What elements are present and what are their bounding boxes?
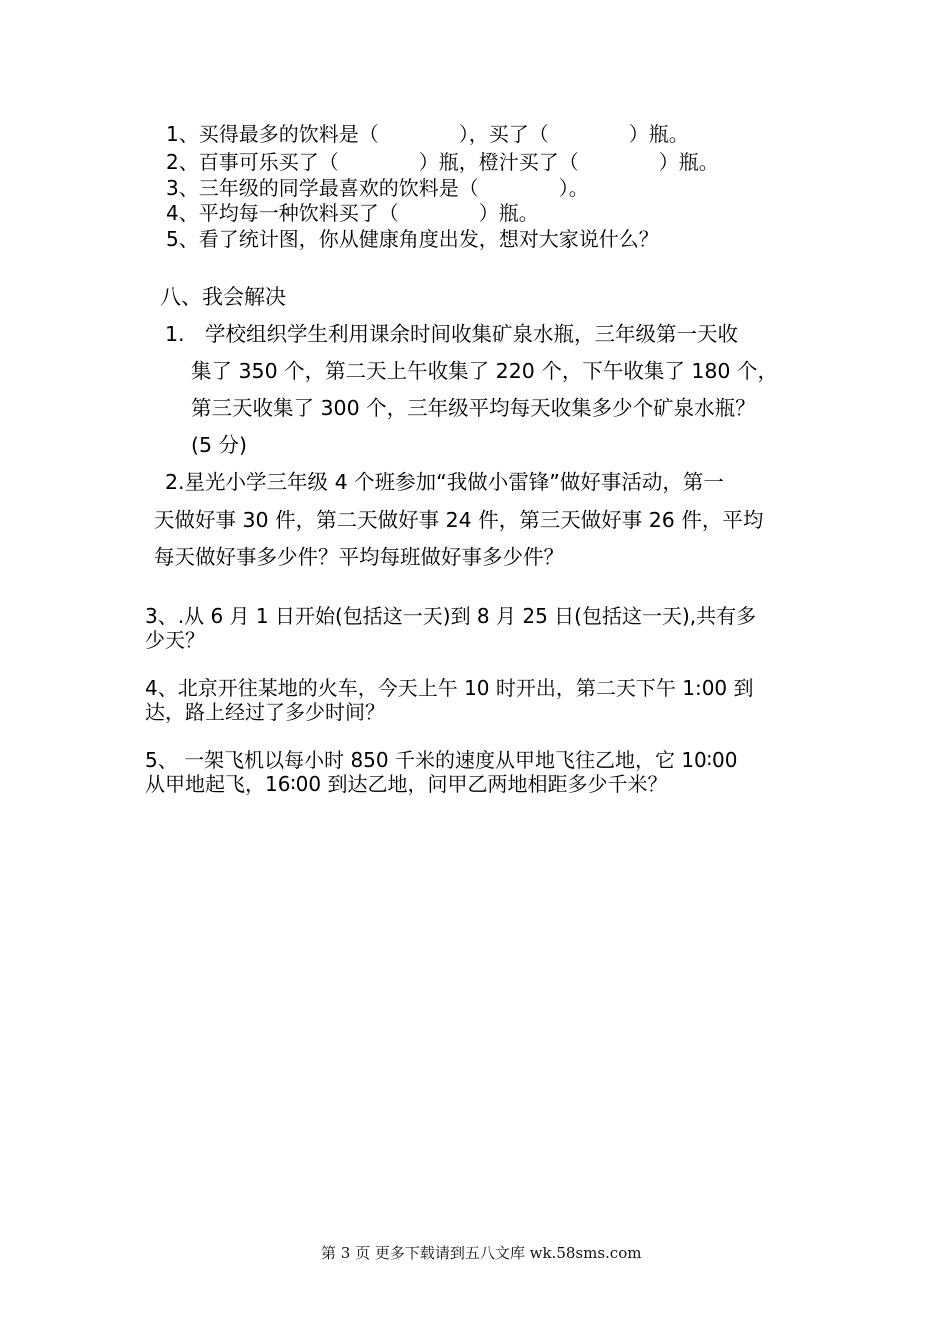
problem-1-line: 集了 350 个，第二天上午收集了 220 个，下午收集了 180 个， [191, 359, 778, 383]
survey-question-2: 2、百事可乐买了（ ）瓶，橙汁买了（ ）瓶。 [166, 150, 719, 174]
problem-5-line: 从甲地起飞，16∶00 到达乙地，问甲乙两地相距多少千米？ [145, 772, 668, 796]
problem-1-line: 第三天收集了 300 个，三年级平均每天收集多少个矿泉水瓶？ [191, 396, 756, 420]
section-title: 八、我会解决 [160, 285, 286, 309]
problem-3-line: 3、.从 6 月 1 日开始(包括这一天)到 8 月 25 日(包括这一天),共有多 [145, 604, 757, 628]
problem-2-line: 天做好事 30 件，第二天做好事 24 件，第三天做好事 26 件，平均 [154, 508, 764, 532]
problem-2-line: 每天做好事多少件？平均每班做好事多少件？ [154, 545, 564, 569]
problem-1-line: (5 分) [191, 433, 248, 457]
problem-4-line: 达，路上经过了多少时间？ [145, 700, 385, 724]
problem-5-line: 5、 一架飞机以每小时 850 千米的速度从甲地飞往乙地，它 10∶00 [145, 748, 738, 772]
page-footer: 第 3 页 更多下载请到五八文库 wk.58sms.com [321, 1244, 642, 1262]
problem-1-line: 1. 学校组织学生利用课余时间收集矿泉水瓶，三年级第一天收 [165, 322, 739, 346]
survey-question-4: 4、平均每一种饮料买了（ ）瓶。 [166, 201, 539, 225]
survey-question-1: 1、买得最多的饮料是（ ），买了（ ）瓶。 [166, 122, 689, 146]
survey-question-3: 3、三年级的同学最喜欢的饮料是（ ）。 [166, 176, 589, 200]
problem-3-line: 少天？ [145, 628, 205, 652]
problem-4-line: 4、北京开往某地的火车，今天上午 10 时开出，第二天下午 1:00 到 [145, 676, 754, 700]
survey-question-5: 5、看了统计图，你从健康角度出发，想对大家说什么？ [166, 227, 659, 251]
problem-2-line: 2.星光小学三年级 4 个班参加“我做小雷锋”做好事活动，第一 [165, 470, 724, 494]
